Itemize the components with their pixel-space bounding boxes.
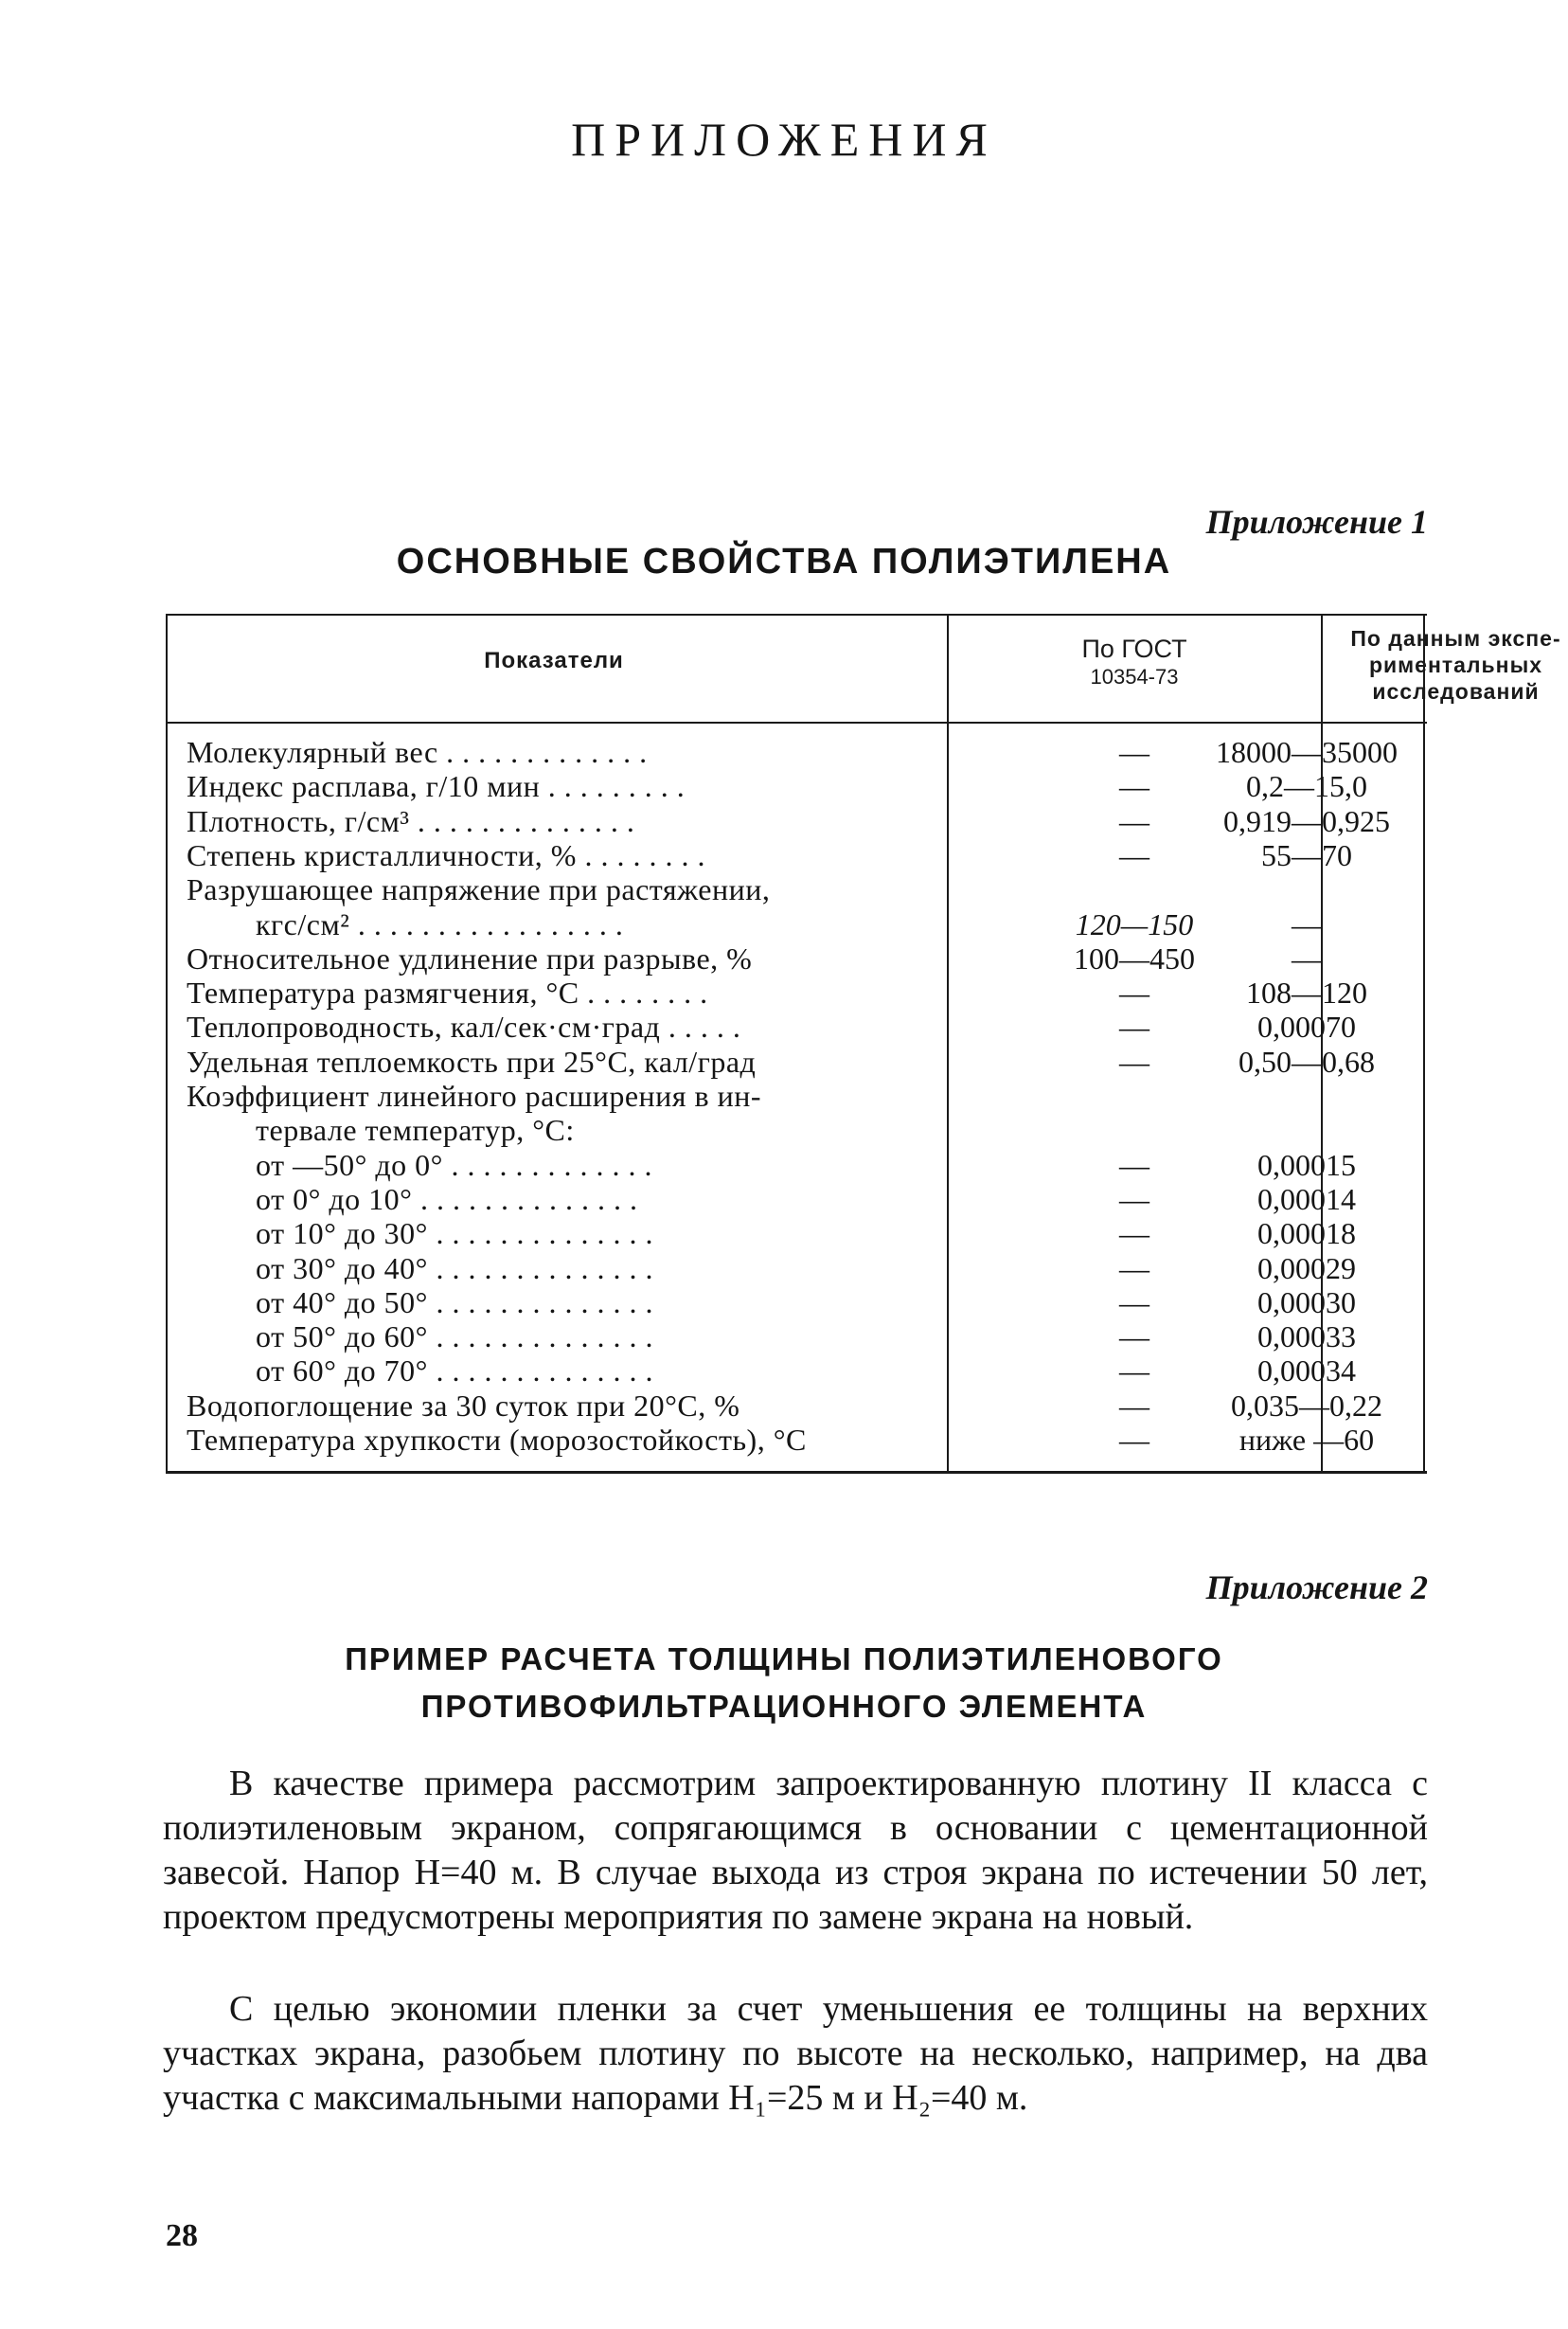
row-experimental-value: ниже —60 xyxy=(1238,1423,1375,1457)
row-experimental-value: 55—70 xyxy=(1261,837,1352,872)
table-row xyxy=(166,769,1427,803)
row-gost-value: — xyxy=(1119,976,1149,1011)
row-indicator: Молекулярный вес . . . . . . . . . . . . . xyxy=(187,735,648,769)
appendix-1-label: Приложение 1 xyxy=(1205,503,1428,541)
table-bottom-rule xyxy=(166,1471,1427,1474)
row-indicator: тервале температур, °С: xyxy=(256,1113,575,1148)
table-row xyxy=(166,735,1427,769)
header-experimental-line2: риментальных xyxy=(1368,653,1543,677)
header-experimental xyxy=(1321,625,1568,705)
header-gost-number: 10354-73 xyxy=(1090,665,1179,689)
table-row xyxy=(166,1353,1427,1388)
table-row xyxy=(166,941,1427,976)
properties-table xyxy=(166,614,1561,1474)
table-row xyxy=(166,872,1427,906)
row-indicator: Теплопроводность, кал/сек·см·град . . . . . xyxy=(187,1010,741,1045)
row-gost-value: — xyxy=(1119,1319,1149,1354)
table-row xyxy=(166,1079,1427,1113)
table-header-rule xyxy=(166,722,1427,724)
row-indicator: Индекс расплава, г/10 мин . . . . . . . . . xyxy=(187,769,686,804)
row-gost-value: — xyxy=(1119,803,1149,838)
row-experimental-value: 0,50—0,68 xyxy=(1238,1044,1375,1079)
row-indicator: от 10° до 30° . . . . . . . . . . . . . . xyxy=(256,1216,653,1251)
page-number: 28 xyxy=(166,2218,198,2253)
row-gost-value: 100—450 xyxy=(1074,941,1195,976)
table-row xyxy=(166,804,1427,838)
table-row xyxy=(166,1216,1427,1250)
row-experimental-value: 0,00015 xyxy=(1257,1147,1356,1182)
header-indicators: Показатели xyxy=(484,648,624,673)
row-indicator: Степень кристалличности, % . . . . . . . . xyxy=(187,837,705,872)
paragraph-1: В качестве примера рассмотрим запроектированную плотину II класса с полиэтиленовым экраном, сопрягающимся в основании с цементационной завесой. Напор H=40 м. В случае выхода из строя экрана по истечении 50 лет, проектом предусмотрены мероприятия по замене экрана на новый. xyxy=(163,1764,1428,1937)
table-row xyxy=(166,976,1427,1010)
table-top-rule xyxy=(166,614,1427,616)
row-gost-value: — xyxy=(1119,1423,1149,1457)
row-indicator: Коэффициент линейного расширения в ин- xyxy=(187,1079,762,1113)
row-indicator: Температура размягчения, °С . . . . . . . . xyxy=(187,976,708,1011)
row-experimental-value: 0,00034 xyxy=(1257,1353,1356,1388)
row-experimental-value: 0,00030 xyxy=(1257,1284,1356,1319)
header-gost-title: По ГОСТ xyxy=(1081,635,1187,663)
row-experimental-value: 0,2—15,0 xyxy=(1246,769,1367,804)
row-gost-value: — xyxy=(1119,1388,1149,1423)
row-indicator: от —50° до 0° . . . . . . . . . . . . . xyxy=(256,1147,652,1182)
row-gost-value: — xyxy=(1119,735,1149,769)
row-experimental-value: 0,00033 xyxy=(1257,1319,1356,1354)
row-gost-value: — xyxy=(1119,1353,1149,1388)
table-row xyxy=(166,1182,1427,1216)
row-indicator: от 40° до 50° . . . . . . . . . . . . . . xyxy=(256,1284,653,1319)
row-indicator: кгс/см² . . . . . . . . . . . . . . . . . xyxy=(256,906,624,941)
row-experimental-value: 0,00029 xyxy=(1257,1250,1356,1285)
row-indicator: Водопоглощение за 30 суток при 20°С, % xyxy=(187,1388,740,1423)
table-row xyxy=(166,1113,1427,1147)
row-indicator: от 0° до 10° . . . . . . . . . . . . . . xyxy=(256,1181,638,1216)
table-row xyxy=(166,1285,1427,1319)
row-indicator: Удельная теплоемкость при 25°С, кал/град xyxy=(187,1044,757,1079)
row-experimental-value: — xyxy=(1292,941,1322,976)
row-experimental-value: 0,919—0,925 xyxy=(1223,803,1390,838)
row-indicator: Плотность, г/см³ . . . . . . . . . . . . . . xyxy=(187,803,635,838)
row-gost-value: — xyxy=(1119,1044,1149,1079)
row-gost-value: — xyxy=(1119,769,1149,804)
appendix-2-heading-line1: ПРИМЕР РАСЧЕТА ТОЛЩИНЫ ПОЛИЭТИЛЕНОВОГО xyxy=(345,1641,1223,1676)
appendix-2-heading-line2: ПРОТИВОФИЛЬТРАЦИОННОГО ЭЛЕМЕНТА xyxy=(420,1689,1148,1724)
paragraph-2: С целью экономии пленки за счет уменьшения ее толщины на верхних участках экрана, разобьем плотину по высоте на несколько, например, на два участка с максимальными напорами H₁=25 м и H₂=40 м. xyxy=(163,1989,1428,2118)
row-gost-value: — xyxy=(1119,1181,1149,1216)
row-gost-value: 120—150 xyxy=(1075,906,1194,941)
header-experimental-line3: исследований xyxy=(1372,679,1540,704)
row-experimental-value: 0,035—0,22 xyxy=(1231,1388,1382,1423)
table-title: ОСНОВНЫЕ СВОЙСТВА ПОЛИЭТИЛЕНА xyxy=(396,542,1172,582)
header-experimental-line1: По данным экспе- xyxy=(1350,626,1561,651)
row-experimental-value: 0,00070 xyxy=(1257,1010,1356,1045)
row-indicator: Температура хрупкости (морозостойкость), °С xyxy=(187,1423,807,1457)
row-indicator: от 30° до 40° . . . . . . . . . . . . . . xyxy=(256,1250,653,1285)
table-row xyxy=(166,1045,1427,1079)
row-experimental-value: 108—120 xyxy=(1246,976,1367,1011)
page-title: ПРИЛОЖЕНИЯ xyxy=(571,113,997,166)
row-indicator: от 50° до 60° . . . . . . . . . . . . . . xyxy=(256,1319,653,1354)
row-gost-value: — xyxy=(1119,837,1149,872)
row-gost-value: — xyxy=(1119,1010,1149,1045)
row-gost-value: — xyxy=(1119,1147,1149,1182)
row-experimental-value: 18000—35000 xyxy=(1216,735,1398,769)
row-experimental-value: 0,00018 xyxy=(1257,1216,1356,1251)
table-row xyxy=(166,1388,1427,1423)
appendix-2-label: Приложение 2 xyxy=(1205,1568,1428,1606)
row-experimental-value: — xyxy=(1292,906,1322,941)
header-gost xyxy=(947,635,1322,691)
row-gost-value: — xyxy=(1119,1216,1149,1251)
row-indicator: Относительное удлинение при разрыве, % xyxy=(187,941,753,976)
table-row xyxy=(166,907,1427,941)
table-row xyxy=(166,1319,1427,1353)
table-row xyxy=(166,1251,1427,1285)
row-indicator: от 60° до 70° . . . . . . . . . . . . . . xyxy=(256,1353,653,1388)
table-row xyxy=(166,838,1427,872)
table-row xyxy=(166,1148,1427,1182)
row-experimental-value: 0,00014 xyxy=(1257,1181,1356,1216)
row-indicator: Разрушающее напряжение при растяжении, xyxy=(187,872,771,907)
row-gost-value: — xyxy=(1119,1284,1149,1319)
table-row xyxy=(166,1010,1427,1044)
table-row xyxy=(166,1423,1427,1457)
row-gost-value: — xyxy=(1119,1250,1149,1285)
